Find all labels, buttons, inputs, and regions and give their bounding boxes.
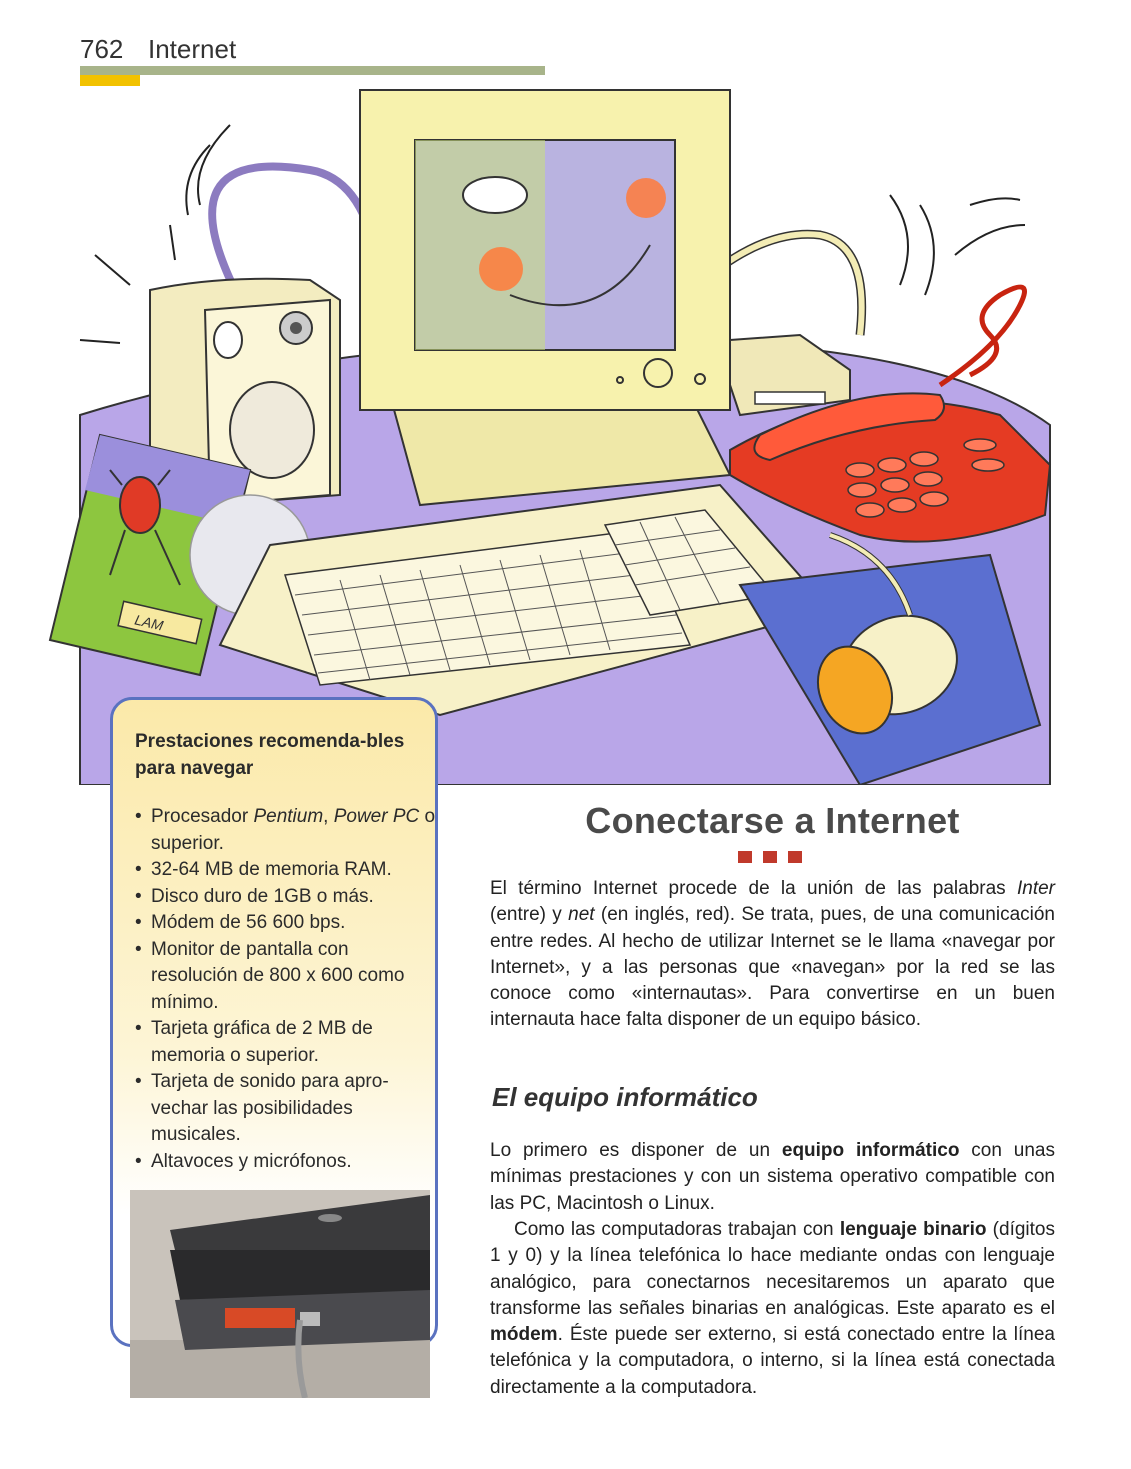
computer-setup-illustration <box>40 85 1060 785</box>
cd-label: LAM <box>133 611 165 634</box>
requirements-list <box>127 804 437 1175</box>
title-ornament-square <box>788 851 802 863</box>
page-number: 762 <box>80 34 124 64</box>
main-title: Conectarse a Internet <box>585 800 960 841</box>
list-item: • Procesador Pentium, Power PC o superior. <box>127 804 437 857</box>
list-item: • 32-64 MB de memoria RAM. <box>127 857 437 884</box>
title-ornament-square <box>738 851 752 863</box>
body-paragraph: Como las computadoras trabajan con lenguaje binario (dígitos 1 y 0) y la línea telefónica lo hace mediante ondas con lenguaje analógico, para conectarnos necesitaremos un aparato que transforme las señales binarias en analógicas. Este aparato es el módem. Éste puede ser externo, si está conectado entre la línea telefónica y la computadora, o interno, si la línea está conectada directamente a la computadora. <box>490 1219 1055 1398</box>
laptop-modem-photo <box>130 1190 430 1398</box>
section-heading: El equipo informático <box>492 1082 758 1112</box>
list-item: • Tarjeta de sonido para apro-vechar las posibilidades musicales. <box>127 1069 437 1149</box>
running-header: Internet <box>148 34 237 64</box>
list-item: • Altavoces y micrófonos. <box>127 1149 437 1176</box>
list-item: • Monitor de pantalla con resolución de 800 x 600 como mínimo. <box>127 937 437 1017</box>
sidebar-title: Prestaciones recomenda-bles para navegar <box>135 731 405 779</box>
body-paragraph: Lo primero es disponer de un equipo informático con unas mínimas prestaciones y con un sistema operativo compatible con las PC, Macintosh o Linux. <box>490 1140 1055 1214</box>
title-ornament-square <box>763 851 777 863</box>
list-item: • Módem de 56 600 bps. <box>127 910 437 937</box>
intro-paragraph: El término Internet procede de la unión de las palabras Inter (entre) y net (en inglés, red). Se trata, pues, de una comunicación entre redes. Al hecho de utilizar Internet se le llama «navegar por Internet», y a las personas que «navegan» por la red se las conoce como «internautas». Para convertirse en un buen internauta hace falta disponer de un equipo básico. <box>490 878 1055 1031</box>
list-item: • Disco duro de 1GB o más. <box>127 884 437 911</box>
header-rule <box>80 66 545 75</box>
list-item: • Tarjeta gráfica de 2 MB de memoria o superior. <box>127 1016 437 1069</box>
